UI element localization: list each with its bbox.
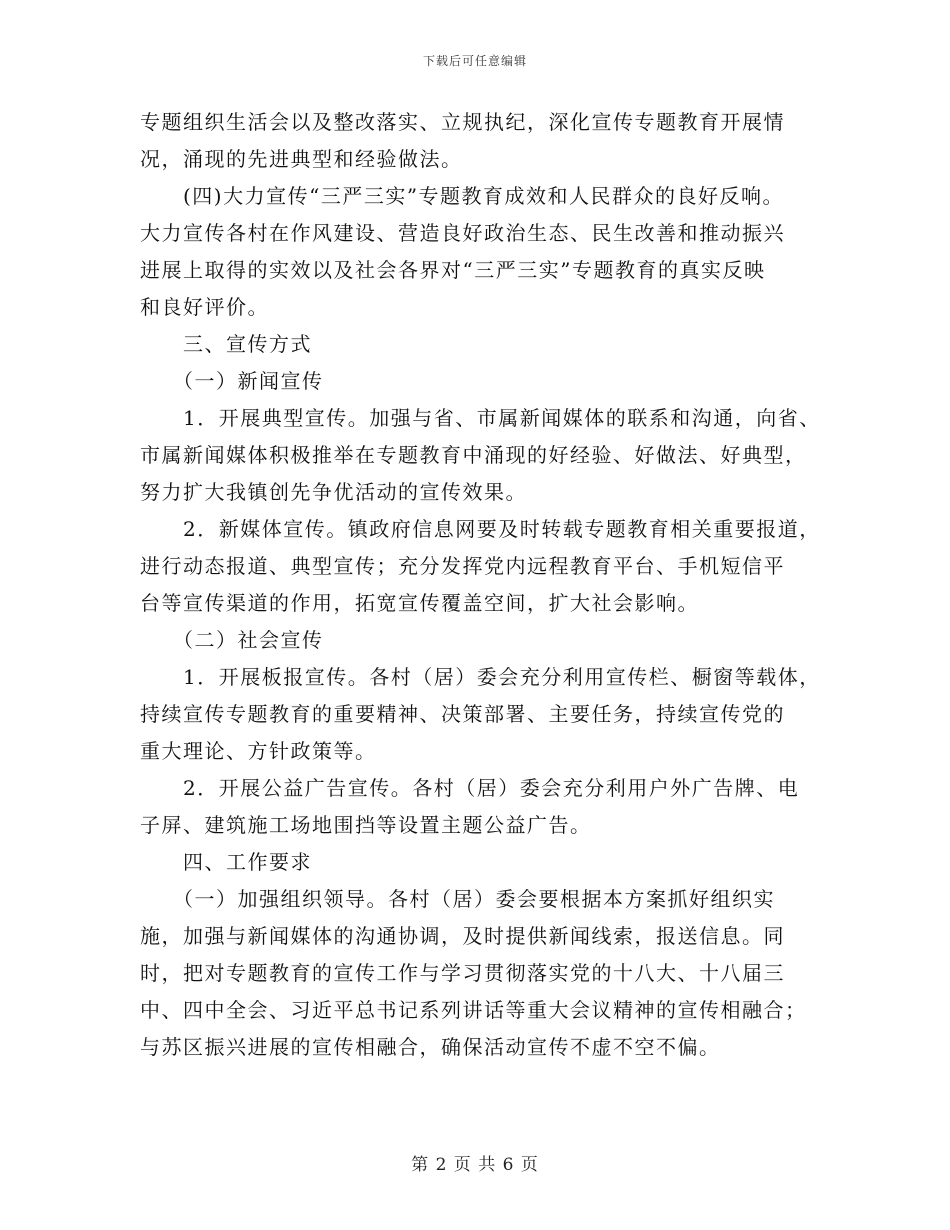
body-line: 施，加强与新闻媒体的沟通协调，及时提供新闻线索，报送信息。同 [140,924,785,948]
document-body [140,104,830,1066]
body-line: 1．开展典型宣传。加强与省、市属新闻媒体的联系和沟通，向省、 [140,406,821,430]
body-line: 持续宣传专题教育的重要精神、决策部署、主要任务，持续宣传党的 [140,702,785,726]
page-number-footer: 第 2 页 共 6 页 [411,1155,539,1175]
body-line: 况，涌现的先进典型和经验做法。 [140,147,463,171]
body-line: 重大理论、方针政策等。 [140,739,377,763]
body-line: 与苏区振兴进展的宣传相融合，确保活动宣传不虚不空不偏。 [140,1035,721,1059]
body-line: 进行动态报道、典型宣传；充分发挥党内远程教育平台、手机短信平 [140,554,785,578]
body-line: 1．开展板报宣传。各村（居）委会充分利用宣传栏、橱窗等载体， [140,665,821,689]
body-line: 大力宣传各村在作风建设、营造良好政治生态、民生改善和推动振兴 [140,221,785,245]
body-line: （一）加强组织领导。各村（居）委会要根据本方案抓好组织实 [140,887,775,911]
body-line: 市属新闻媒体积极推举在专题教育中涌现的好经验、好做法、好典型， [140,443,807,467]
body-line: 中、四中全会、习近平总书记系列讲话等重大会议精神的宣传相融合； [140,998,807,1022]
body-line: 2．开展公益广告宣传。各村（居）委会充分利用户外广告牌、电 [140,776,800,800]
body-line: 子屏、建筑施工场地围挡等设置主题公益广告。 [140,813,592,837]
body-line: (四)大力宣传“三严三实”专题教育成效和人民群众的良好反响。 [140,184,785,208]
body-line: 专题组织生活会以及整改落实、立规执纪，深化宣传专题教育开展情 [140,110,785,134]
page-header: 下载后可任意编辑 [422,54,527,68]
subsection-heading: （二）社会宣传 [140,628,324,652]
body-line: 进展上取得的实效以及社会各界对“三严三实”专题教育的真实反映 [140,258,766,282]
subsection-heading: （一）新闻宣传 [140,369,324,393]
body-line: 2．新媒体宣传。镇政府信息网要及时转载专题教育相关重要报道， [140,517,821,541]
section-heading: 三、宣传方式 [140,332,312,356]
section-heading: 四、工作要求 [140,850,312,874]
body-line: 努力扩大我镇创先争优活动的宣传效果。 [140,480,527,504]
body-line: 台等宣传渠道的作用，拓宽宣传覆盖空间，扩大社会影响。 [140,591,699,615]
body-line: 和良好评价。 [140,295,269,319]
body-line: 时，把对专题教育的宣传工作与学习贯彻落实党的十八大、十八届三 [140,961,785,985]
